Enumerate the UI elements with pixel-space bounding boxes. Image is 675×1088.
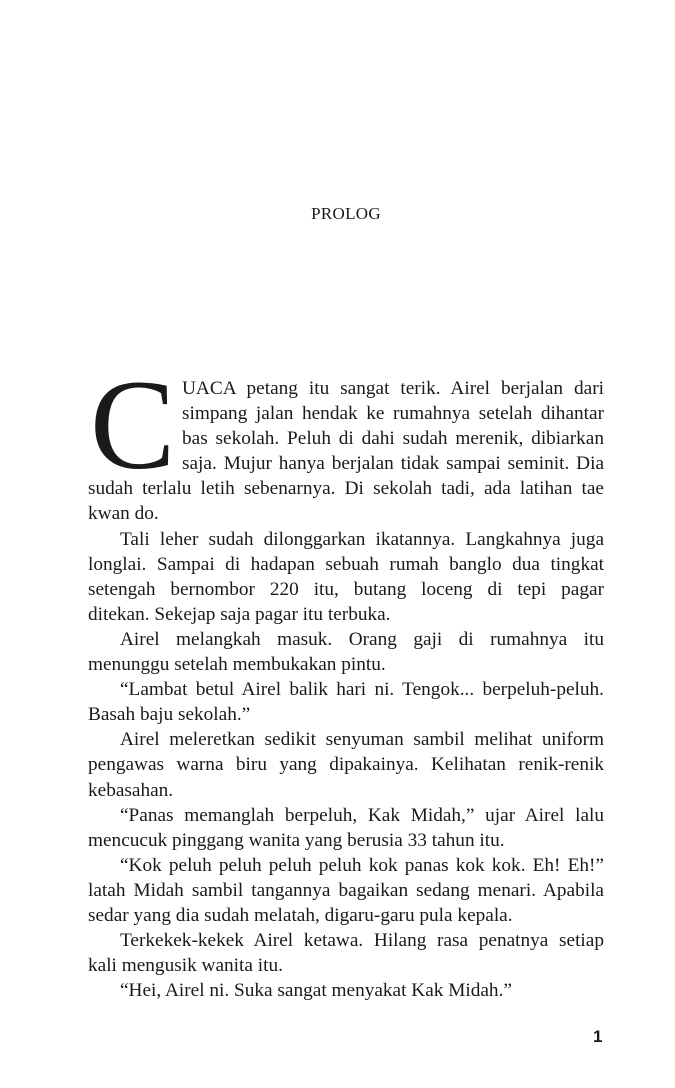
text-line: latah Midah sambil tangannya bagaikan sedang menari. Apabila	[88, 879, 604, 901]
text-line: ditekan. Sekejap saja pagar itu terbuka.	[88, 603, 391, 625]
text-line: Terkekek-kekek Airel ketawa. Hilang rasa penatnya setiap	[120, 930, 604, 952]
text-line: Tali leher sudah dilonggarkan ikatannya. Langkahnya juga	[120, 528, 604, 550]
text-line: simpang jalan hendak ke rumahnya setelah dihantar	[182, 403, 604, 425]
text-line: bas sekolah. Peluh di dahi sudah merenik, dibiarkan	[182, 428, 604, 450]
text-line: longlai. Sampai di hadapan sebuah rumah banglo dua tingkat	[88, 553, 604, 575]
text-line: “Lambat betul Airel balik hari ni. Tengok... berpeluh-peluh.	[120, 679, 604, 701]
text-line: kwan do.	[88, 503, 159, 525]
text-line: mencucuk pinggang wanita yang berusia 33 tahun itu.	[88, 829, 505, 851]
text-line: “Panas memanglah berpeluh, Kak Midah,” ujar Airel lalu	[120, 804, 604, 826]
page-number: 1	[593, 1027, 603, 1046]
text-line: Airel melangkah masuk. Orang gaji di rumahnya itu	[120, 628, 604, 650]
text-line: Basah baju sekolah.”	[88, 704, 251, 726]
chapter-title: PROLOG	[311, 204, 381, 223]
drop-cap: C	[90, 354, 176, 496]
text-line: kebasahan.	[88, 779, 174, 801]
text-line: saja. Mujur hanya berjalan tidak sampai seminit. Dia	[182, 453, 604, 475]
chapter-body	[88, 354, 604, 1003]
text-line: Airel meleretkan sedikit senyuman sambil melihat uniform	[120, 729, 604, 751]
text-line: menunggu setelah membukakan pintu.	[88, 654, 386, 676]
text-line: setengah bernombor 220 itu, butang loceng di tepi pagar	[88, 578, 604, 600]
text-line: sudah terlalu letih sebenarnya. Di sekolah tadi, ada latihan tae	[88, 478, 604, 500]
text-line: sedar yang dia sudah melatah, digaru-garu pula kepala.	[88, 904, 513, 926]
text-line: “Kok peluh peluh peluh peluh kok panas kok kok. Eh! Eh!”	[120, 854, 604, 876]
text-line: “Hei, Airel ni. Suka sangat menyakat Kak Midah.”	[120, 980, 512, 1002]
text-line: UACA petang itu sangat terik. Airel berjalan dari	[182, 378, 604, 399]
text-line: kali mengusik wanita itu.	[88, 955, 283, 977]
text-line: pengawas warna biru yang dipakainya. Kelihatan renik-renik	[88, 754, 604, 776]
